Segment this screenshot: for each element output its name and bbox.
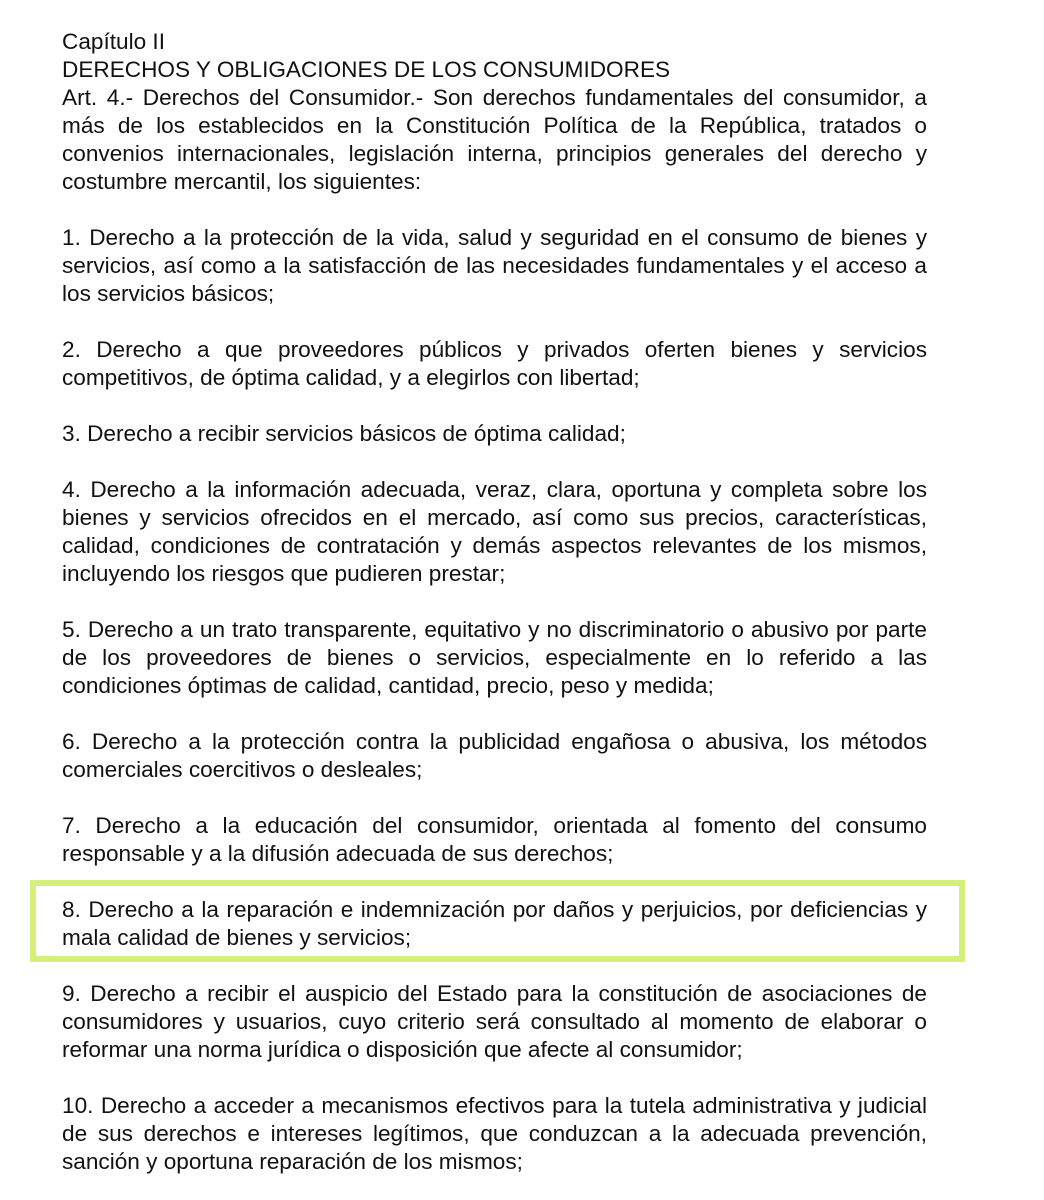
list-item-3: 3. Derecho a recibir servicios básicos de óptima calidad; <box>62 421 626 446</box>
list-item-6: 6. Derecho a la protección contra la publicidad engañosa o abusiva, los métodos comerciales coercitivos o desleales; <box>62 729 927 782</box>
list-item-10: 10. Derecho a acceder a mecanismos efectivos para la tutela administrativa y judicial de sus derechos e intereses legítimos, que conduzcan a la adecuada prevención, sanción y oportuna reparación de los mismos; <box>62 1093 927 1174</box>
list-item-4: 4. Derecho a la información adecuada, veraz, clara, oportuna y completa sobre los bienes y servicios ofrecidos en el mercado, así como sus precios, características, calidad, condiciones de contratación y demás aspectos relevantes de los mismos, incluyendo los riesgos que pudieren prestar; <box>62 477 927 586</box>
article-intro: Art. 4.- Derechos del Consumidor.- Son derechos fundamentales del consumidor, a más de los establecidos en la Constitución Política de la República, tratados o convenios internacionales, legislación interna, principios generales del derecho y costumbre mercantil, los siguientes: <box>62 85 927 194</box>
list-item-5: 5. Derecho a un trato transparente, equitativo y no discriminatorio o abusivo por parte de los proveedores de bienes o servicios, especialmente en lo referido a las condiciones óptimas de calidad, cantidad, precio, peso y medida; <box>62 617 927 698</box>
list-item-8-highlighted: 8. Derecho a la reparación e indemnización por daños y perjuicios, por deficiencias y mala calidad de bienes y servicios; <box>62 897 927 950</box>
list-item-7: 7. Derecho a la educación del consumidor, orientada al fomento del consumo responsable y a la difusión adecuada de sus derechos; <box>62 813 927 866</box>
chapter-title: DERECHOS Y OBLIGACIONES DE LOS CONSUMIDORES <box>62 57 671 82</box>
list-item-1: 1. Derecho a la protección de la vida, salud y seguridad en el consumo de bienes y servicios, así como a la satisfacción de las necesidades fundamentales y el acceso a los servicios básicos; <box>62 225 927 306</box>
list-item-9: 9. Derecho a recibir el auspicio del Estado para la constitución de asociaciones de consumidores y usuarios, cuyo criterio será consultado al momento de elaborar o reformar una norma jurídica o disposición que afecte al consumidor; <box>62 981 927 1062</box>
chapter-heading: Capítulo II <box>62 29 165 54</box>
document-page <box>62 28 927 1176</box>
list-item-2: 2. Derecho a que proveedores públicos y privados oferten bienes y servicios competitivos, de óptima calidad, y a elegirlos con libertad; <box>62 337 927 390</box>
